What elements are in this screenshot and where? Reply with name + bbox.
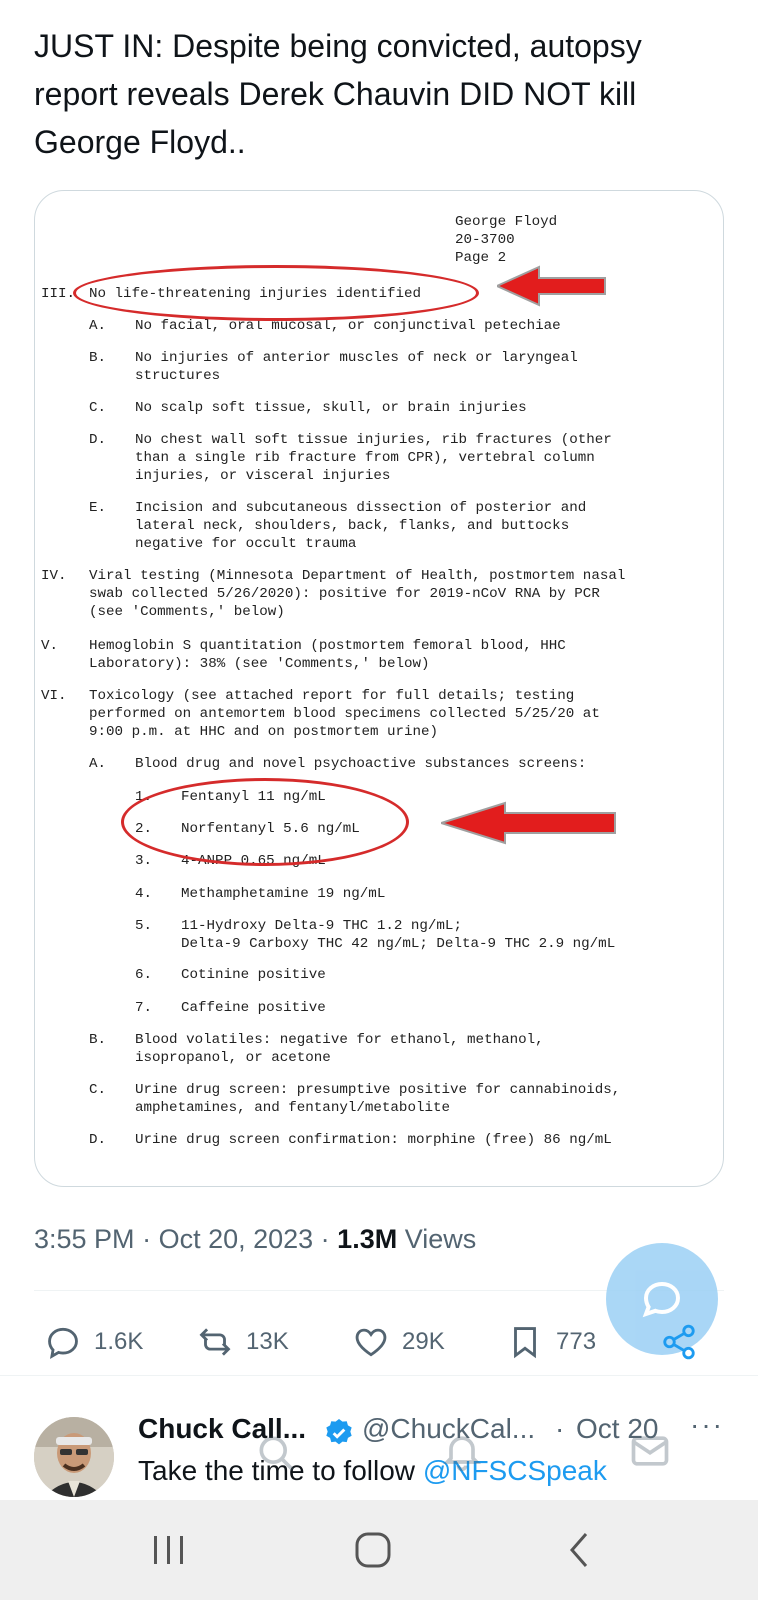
doc-item-text: Urine drug screen: presumptive positive for cannabinoids, — [135, 1082, 621, 1098]
doc-item-text: lateral neck, shoulders, back, flanks, and buttocks — [135, 518, 570, 534]
mention-link[interactable]: @NFSCSpeak — [422, 1455, 607, 1486]
doc-section-text: Hemoglobin S quantitation (postmortem femoral blood, HHC — [89, 638, 566, 654]
doc-item-letter: C. — [89, 400, 107, 416]
reply-button[interactable] — [44, 1320, 143, 1364]
doc-item-letter: E. — [89, 500, 107, 516]
divider — [0, 1375, 758, 1376]
reply-count: 1.6K — [94, 1328, 144, 1355]
doc-item-text: structures — [135, 368, 221, 384]
meta-separator: · — [555, 1413, 565, 1444]
doc-item-text: No chest wall soft tissue injuries, rib fractures (other — [135, 432, 612, 448]
doc-section-number: IV. — [41, 568, 67, 584]
doc-section-text: (see 'Comments,' below) — [89, 604, 285, 620]
meta-separator: · — [313, 1224, 338, 1254]
doc-drug-text: Norfentanyl 5.6 ng/mL — [181, 821, 360, 837]
doc-item-letter: A. — [89, 756, 107, 772]
like-icon — [352, 1323, 390, 1361]
reply-author-handle[interactable]: @ChuckCal... — [362, 1413, 536, 1444]
annotation-oval-injuries — [73, 265, 479, 321]
doc-item-text: Blood drug and novel psychoactive substances screens: — [135, 756, 587, 772]
bookmark-icon — [506, 1323, 544, 1361]
annotation-arrow-icon — [441, 801, 619, 845]
doc-item-text: No injuries of anterior muscles of neck or laryngeal — [135, 350, 578, 366]
doc-section-text: performed on antemortem blood specimens collected 5/25/20 at — [89, 706, 600, 722]
like-button[interactable] — [352, 1320, 445, 1364]
views-count[interactable]: 1.3M — [337, 1224, 398, 1254]
doc-drug-text: Fentanyl 11 ng/mL — [181, 789, 326, 805]
doc-section-text: swab collected 5/26/2020): positive for 2019-nCoV RNA by PCR — [89, 586, 600, 602]
doc-item-letter: A. — [89, 318, 107, 334]
doc-header-line: 20-3700 — [455, 232, 515, 248]
share-button[interactable] — [660, 1320, 698, 1364]
doc-item-text: isopropanol, or acetone — [135, 1050, 331, 1066]
doc-item-text: No scalp soft tissue, skull, or brain injuries — [135, 400, 527, 416]
doc-drug-number: 2. — [135, 821, 153, 837]
annotation-oval-fentanyl — [121, 778, 409, 866]
doc-item-letter: D. — [89, 432, 107, 448]
back-icon[interactable] — [556, 1528, 606, 1572]
doc-drug-number: 5. — [135, 918, 153, 934]
repost-button[interactable] — [196, 1320, 289, 1364]
doc-drug-number: 7. — [135, 1000, 153, 1016]
reply-icon — [44, 1323, 82, 1361]
doc-drug-text: Caffeine positive — [181, 1000, 326, 1016]
compose-reply-icon — [638, 1275, 686, 1323]
home-icon[interactable] — [348, 1528, 398, 1572]
doc-drug-text: 4-ANPP 0.65 ng/mL — [181, 853, 326, 869]
doc-drug-number: 4. — [135, 886, 153, 902]
autopsy-report-page — [35, 191, 724, 1187]
doc-item-text: Blood volatiles: negative for ethanol, methanol, — [135, 1032, 544, 1048]
doc-section-number: VI. — [41, 688, 67, 704]
tweet-text-line: JUST IN: Despite being convicted, autopsy — [34, 28, 642, 64]
doc-item-text: No facial, oral mucosal, or conjunctival petechiae — [135, 318, 561, 334]
doc-section-text: 9:00 p.m. at HHC and on postmortem urine) — [89, 724, 439, 740]
doc-item-letter: D. — [89, 1132, 107, 1148]
reply-text — [138, 1455, 607, 1487]
doc-item-text: than a single rib fracture from CPR), vertebral column — [135, 450, 595, 466]
tweet-date: Oct 20, 2023 — [158, 1224, 314, 1254]
doc-header-line: Page 2 — [455, 250, 507, 266]
doc-item-letter: B. — [89, 1032, 107, 1048]
doc-drug-text: Methamphetamine 19 ng/mL — [181, 886, 386, 902]
share-icon — [660, 1323, 698, 1361]
doc-section-text: Toxicology (see attached report for full details; testing — [89, 688, 575, 704]
reply-date[interactable]: Oct 20 — [576, 1413, 659, 1444]
tweet-media-image[interactable] — [34, 190, 724, 1187]
messages-icon — [628, 1429, 672, 1473]
doc-item-text: Urine drug screen confirmation: morphine (free) 86 ng/mL — [135, 1132, 612, 1148]
doc-section-text: Viral testing (Minnesota Department of Health, postmortem nasal — [89, 568, 626, 584]
repost-icon — [196, 1323, 234, 1361]
reply-author-name[interactable]: Chuck Call... — [138, 1413, 307, 1444]
annotation-arrow-icon — [497, 265, 609, 307]
tweet-text-line: George Floyd.. — [34, 124, 246, 160]
doc-header-line: George Floyd — [455, 214, 558, 230]
notifications-icon — [440, 1429, 484, 1473]
doc-drug-text: Delta-9 Carboxy THC 42 ng/mL; Delta-9 THC 2.9 ng/mL — [181, 936, 616, 952]
doc-drug-text: Cotinine positive — [181, 967, 326, 983]
doc-section-title: No life-threatening injuries identified — [89, 286, 422, 302]
doc-item-text: Incision and subcutaneous dissection of posterior and — [135, 500, 587, 516]
reply-text-body: Take the time to follow — [138, 1455, 423, 1486]
bookmark-count: 773 — [556, 1328, 597, 1355]
tweet-text-line: report reveals Derek Chauvin DID NOT kill — [34, 76, 637, 112]
search-icon — [254, 1431, 298, 1475]
views-label[interactable]: Views — [397, 1224, 477, 1254]
doc-section-text: Laboratory): 38% (see 'Comments,' below) — [89, 656, 430, 672]
doc-drug-number: 6. — [135, 967, 153, 983]
doc-drug-text: 11-Hydroxy Delta-9 THC 1.2 ng/mL; — [181, 918, 462, 934]
more-options-button[interactable]: ··· — [690, 1409, 724, 1440]
doc-item-letter: C. — [89, 1082, 107, 1098]
doc-item-text: negative for occult trauma — [135, 536, 357, 552]
recent-apps-icon[interactable] — [144, 1528, 194, 1572]
reply-tweet[interactable] — [0, 1395, 758, 1505]
doc-item-letter: B. — [89, 350, 107, 366]
like-count: 29K — [402, 1328, 445, 1355]
tweet-time: 3:55 PM — [34, 1224, 135, 1254]
doc-section-number: III. — [41, 286, 76, 302]
repost-count: 13K — [246, 1328, 289, 1355]
doc-item-text: amphetamines, and fentanyl/metabolite — [135, 1100, 451, 1116]
doc-section-number: V. — [41, 638, 59, 654]
doc-drug-number: 3. — [135, 853, 153, 869]
doc-item-text: injuries, or visceral injuries — [135, 468, 391, 484]
doc-drug-number: 1. — [135, 789, 153, 805]
bookmark-button[interactable] — [506, 1320, 596, 1364]
verified-icon — [323, 1417, 355, 1449]
meta-separator: · — [134, 1224, 159, 1254]
system-navigation-bar — [0, 1500, 758, 1600]
tweet-meta — [34, 1224, 476, 1255]
tweet-text — [34, 22, 724, 166]
avatar[interactable] — [34, 1417, 114, 1497]
